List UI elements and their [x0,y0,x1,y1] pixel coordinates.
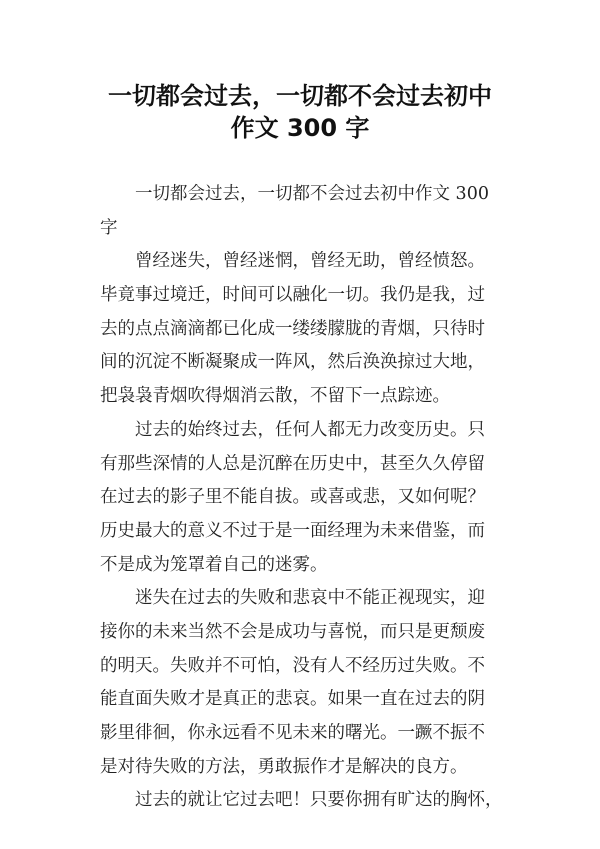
body-line: 有那些深情的人总是沉醉在历史中，甚至久久停留 [100,453,485,474]
body-line: 在过去的影子里不能自拔。或喜或悲，又如何呢？ [100,487,485,508]
body-line: 不是成为笼罩着自己的迷雾。 [100,554,328,575]
body-line: 的明天。失败并不可怕，没有人不经历过失败。不 [100,655,485,676]
body-line: 一切都会过去，一切都不会过去初中作文 300 [135,184,489,204]
body-line: 是对待失败的方法，勇敢振作才是解决的良方。 [100,756,468,777]
body-line: 接你的未来当然不会是成功与喜悦，而只是更颓废 [100,621,485,642]
body-line: 过去的就让它过去吧！只要你拥有旷达的胸怀， [135,790,503,811]
body-line: 曾经迷失，曾经迷惘，曾经无助，曾经愤怒。 [135,251,485,272]
body-line: 去的点点滴滴都已化成一缕缕朦胧的青烟，只待时 [100,318,485,339]
document-body [100,178,520,818]
body-line: 能直面失败才是真正的悲哀。如果一直在过去的阴 [100,689,485,710]
body-line: 把袅袅青烟吹得烟消云散，不留下一点踪迹。 [100,386,450,407]
body-line: 迷失在过去的失败和悲哀中不能正视现实，迎 [135,588,485,609]
body-line: 历史最大的意义不过于是一面经理为未来借鉴，而 [100,520,485,541]
document-title-line-1: 一切都会过去，一切都不会过去初中 [108,82,492,110]
body-line: 毕竟事过境迁，时间可以融化一切。我仍是我，过 [100,285,485,306]
body-line: 影里徘徊，你永远看不见未来的曙光。一蹶不振不 [100,723,485,743]
body-line: 过去的始终过去，任何人都无力改变历史。只 [135,419,485,440]
body-line: 字 [100,217,118,238]
document-title-line-2: 作文 300 字 [230,114,370,142]
body-line: 间的沉淀不断凝聚成一阵风，然后涣涣掠过大地， [100,352,485,373]
